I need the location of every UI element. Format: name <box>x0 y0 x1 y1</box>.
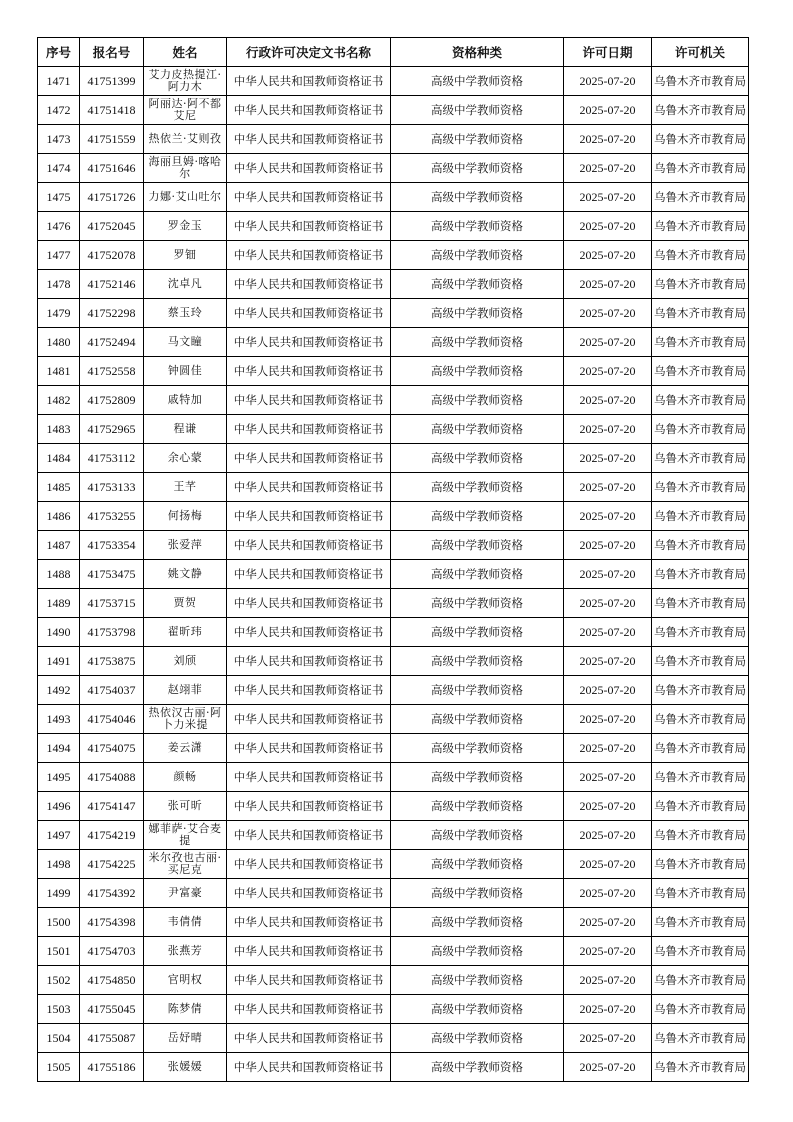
cell-registration-number: 41754392 <box>80 879 144 908</box>
cell-document-name: 中华人民共和国教师资格证书 <box>227 183 391 212</box>
cell-serial-number: 1491 <box>38 647 80 676</box>
cell-registration-number: 41754850 <box>80 966 144 995</box>
cell-document-name: 中华人民共和国教师资格证书 <box>227 589 391 618</box>
cell-serial-number: 1488 <box>38 560 80 589</box>
cell-document-name: 中华人民共和国教师资格证书 <box>227 850 391 879</box>
header-license-date: 许可日期 <box>564 38 652 67</box>
cell-license-authority: 乌鲁木齐市教育局 <box>652 415 749 444</box>
cell-serial-number: 1485 <box>38 473 80 502</box>
cell-name: 余心蒙 <box>144 444 227 473</box>
cell-name: 张燕芳 <box>144 937 227 966</box>
cell-qualification-type: 高级中学教师资格 <box>391 357 564 386</box>
cell-registration-number: 41753798 <box>80 618 144 647</box>
cell-license-date: 2025-07-20 <box>564 444 652 473</box>
cell-name: 姚文静 <box>144 560 227 589</box>
cell-qualification-type: 高级中学教师资格 <box>391 676 564 705</box>
cell-serial-number: 1475 <box>38 183 80 212</box>
table-row <box>38 995 749 1024</box>
cell-qualification-type: 高级中学教师资格 <box>391 705 564 734</box>
cell-serial-number: 1499 <box>38 879 80 908</box>
cell-name: 热依汉古丽·阿卜力米提 <box>144 705 227 734</box>
table-row <box>38 908 749 937</box>
cell-registration-number: 41752146 <box>80 270 144 299</box>
cell-serial-number: 1472 <box>38 96 80 125</box>
cell-serial-number: 1498 <box>38 850 80 879</box>
cell-license-date: 2025-07-20 <box>564 183 652 212</box>
cell-document-name: 中华人民共和国教师资格证书 <box>227 763 391 792</box>
cell-serial-number: 1496 <box>38 792 80 821</box>
cell-license-date: 2025-07-20 <box>564 299 652 328</box>
cell-license-authority: 乌鲁木齐市教育局 <box>652 183 749 212</box>
table-row <box>38 96 749 125</box>
cell-serial-number: 1502 <box>38 966 80 995</box>
cell-registration-number: 41751559 <box>80 125 144 154</box>
table-row <box>38 966 749 995</box>
cell-serial-number: 1504 <box>38 1024 80 1053</box>
cell-registration-number: 41752809 <box>80 386 144 415</box>
table-row <box>38 531 749 560</box>
cell-registration-number: 41754703 <box>80 937 144 966</box>
cell-license-authority: 乌鲁木齐市教育局 <box>652 589 749 618</box>
cell-name: 何扬梅 <box>144 502 227 531</box>
cell-license-authority: 乌鲁木齐市教育局 <box>652 676 749 705</box>
table-row <box>38 270 749 299</box>
cell-document-name: 中华人民共和国教师资格证书 <box>227 67 391 96</box>
cell-license-authority: 乌鲁木齐市教育局 <box>652 705 749 734</box>
cell-registration-number: 41753133 <box>80 473 144 502</box>
cell-qualification-type: 高级中学教师资格 <box>391 67 564 96</box>
cell-serial-number: 1482 <box>38 386 80 415</box>
cell-document-name: 中华人民共和国教师资格证书 <box>227 444 391 473</box>
cell-document-name: 中华人民共和国教师资格证书 <box>227 618 391 647</box>
cell-name: 艾力皮热提江·阿力木 <box>144 67 227 96</box>
cell-registration-number: 41751399 <box>80 67 144 96</box>
table-row <box>38 444 749 473</box>
cell-serial-number: 1495 <box>38 763 80 792</box>
cell-license-date: 2025-07-20 <box>564 966 652 995</box>
cell-qualification-type: 高级中学教师资格 <box>391 328 564 357</box>
cell-name: 程谦 <box>144 415 227 444</box>
cell-serial-number: 1478 <box>38 270 80 299</box>
cell-license-date: 2025-07-20 <box>564 879 652 908</box>
cell-registration-number: 41751418 <box>80 96 144 125</box>
cell-qualification-type: 高级中学教师资格 <box>391 618 564 647</box>
cell-license-date: 2025-07-20 <box>564 357 652 386</box>
cell-qualification-type: 高级中学教师资格 <box>391 473 564 502</box>
header-row <box>38 38 749 67</box>
cell-license-date: 2025-07-20 <box>564 763 652 792</box>
table-row <box>38 357 749 386</box>
cell-license-authority: 乌鲁木齐市教育局 <box>652 734 749 763</box>
table-row <box>38 241 749 270</box>
cell-license-date: 2025-07-20 <box>564 1053 652 1082</box>
cell-license-authority: 乌鲁木齐市教育局 <box>652 386 749 415</box>
cell-document-name: 中华人民共和国教师资格证书 <box>227 473 391 502</box>
cell-license-authority: 乌鲁木齐市教育局 <box>652 850 749 879</box>
cell-license-authority: 乌鲁木齐市教育局 <box>652 502 749 531</box>
cell-document-name: 中华人民共和国教师资格证书 <box>227 357 391 386</box>
cell-license-authority: 乌鲁木齐市教育局 <box>652 937 749 966</box>
cell-registration-number: 41752045 <box>80 212 144 241</box>
cell-registration-number: 41753354 <box>80 531 144 560</box>
cell-registration-number: 41754398 <box>80 908 144 937</box>
cell-document-name: 中华人民共和国教师资格证书 <box>227 154 391 183</box>
cell-serial-number: 1483 <box>38 415 80 444</box>
cell-name: 蔡玉玲 <box>144 299 227 328</box>
table-row <box>38 415 749 444</box>
cell-name: 娜菲萨·艾合麦提 <box>144 821 227 850</box>
table-row <box>38 734 749 763</box>
cell-document-name: 中华人民共和国教师资格证书 <box>227 995 391 1024</box>
cell-license-date: 2025-07-20 <box>564 937 652 966</box>
cell-registration-number: 41751726 <box>80 183 144 212</box>
cell-qualification-type: 高级中学教师资格 <box>391 154 564 183</box>
cell-license-date: 2025-07-20 <box>564 125 652 154</box>
cell-document-name: 中华人民共和国教师资格证书 <box>227 1024 391 1053</box>
cell-serial-number: 1490 <box>38 618 80 647</box>
table-row <box>38 560 749 589</box>
cell-document-name: 中华人民共和国教师资格证书 <box>227 937 391 966</box>
header-qualification-type: 资格种类 <box>391 38 564 67</box>
cell-registration-number: 41753875 <box>80 647 144 676</box>
cell-name: 颜畅 <box>144 763 227 792</box>
cell-serial-number: 1503 <box>38 995 80 1024</box>
cell-license-date: 2025-07-20 <box>564 502 652 531</box>
cell-license-date: 2025-07-20 <box>564 618 652 647</box>
cell-serial-number: 1492 <box>38 676 80 705</box>
cell-qualification-type: 高级中学教师资格 <box>391 270 564 299</box>
cell-qualification-type: 高级中学教师资格 <box>391 908 564 937</box>
cell-serial-number: 1486 <box>38 502 80 531</box>
cell-serial-number: 1473 <box>38 125 80 154</box>
table-row <box>38 879 749 908</box>
table-row <box>38 850 749 879</box>
table-row <box>38 676 749 705</box>
cell-qualification-type: 高级中学教师资格 <box>391 560 564 589</box>
cell-qualification-type: 高级中学教师资格 <box>391 299 564 328</box>
table-row <box>38 502 749 531</box>
cell-license-authority: 乌鲁木齐市教育局 <box>652 212 749 241</box>
cell-registration-number: 41751646 <box>80 154 144 183</box>
cell-license-authority: 乌鲁木齐市教育局 <box>652 763 749 792</box>
table-row <box>38 183 749 212</box>
cell-name: 力娜·艾山吐尔 <box>144 183 227 212</box>
cell-name: 韦倩倩 <box>144 908 227 937</box>
table-row <box>38 212 749 241</box>
cell-qualification-type: 高级中学教师资格 <box>391 792 564 821</box>
cell-name: 岳妤晴 <box>144 1024 227 1053</box>
cell-document-name: 中华人民共和国教师资格证书 <box>227 647 391 676</box>
cell-license-authority: 乌鲁木齐市教育局 <box>652 154 749 183</box>
cell-name: 热依兰·艾则孜 <box>144 125 227 154</box>
table-header <box>38 38 749 67</box>
cell-license-authority: 乌鲁木齐市教育局 <box>652 647 749 676</box>
cell-name: 张爱萍 <box>144 531 227 560</box>
cell-document-name: 中华人民共和国教师资格证书 <box>227 531 391 560</box>
cell-license-date: 2025-07-20 <box>564 531 652 560</box>
cell-license-authority: 乌鲁木齐市教育局 <box>652 560 749 589</box>
cell-document-name: 中华人民共和国教师资格证书 <box>227 705 391 734</box>
cell-name: 官明权 <box>144 966 227 995</box>
table-row <box>38 647 749 676</box>
cell-license-date: 2025-07-20 <box>564 1024 652 1053</box>
cell-license-date: 2025-07-20 <box>564 676 652 705</box>
cell-license-authority: 乌鲁木齐市教育局 <box>652 1053 749 1082</box>
cell-qualification-type: 高级中学教师资格 <box>391 96 564 125</box>
cell-name: 翟昕玮 <box>144 618 227 647</box>
cell-license-date: 2025-07-20 <box>564 908 652 937</box>
cell-license-date: 2025-07-20 <box>564 415 652 444</box>
cell-license-date: 2025-07-20 <box>564 67 652 96</box>
cell-registration-number: 41755045 <box>80 995 144 1024</box>
cell-qualification-type: 高级中学教师资格 <box>391 212 564 241</box>
table-body <box>38 67 749 1082</box>
cell-serial-number: 1497 <box>38 821 80 850</box>
cell-name: 戚特加 <box>144 386 227 415</box>
cell-name: 陈梦倩 <box>144 995 227 1024</box>
cell-document-name: 中华人民共和国教师资格证书 <box>227 1053 391 1082</box>
cell-license-date: 2025-07-20 <box>564 705 652 734</box>
cell-registration-number: 41754075 <box>80 734 144 763</box>
cell-name: 阿丽达·阿不都艾尼 <box>144 96 227 125</box>
cell-document-name: 中华人民共和国教师资格证书 <box>227 96 391 125</box>
cell-qualification-type: 高级中学教师资格 <box>391 444 564 473</box>
cell-serial-number: 1489 <box>38 589 80 618</box>
table-row <box>38 154 749 183</box>
table-row <box>38 473 749 502</box>
license-table <box>37 37 749 1082</box>
table-row <box>38 763 749 792</box>
cell-document-name: 中华人民共和国教师资格证书 <box>227 502 391 531</box>
cell-registration-number: 41754225 <box>80 850 144 879</box>
cell-name: 马文瞳 <box>144 328 227 357</box>
cell-name: 沈卓凡 <box>144 270 227 299</box>
cell-serial-number: 1487 <box>38 531 80 560</box>
cell-registration-number: 41755186 <box>80 1053 144 1082</box>
cell-qualification-type: 高级中学教师资格 <box>391 1053 564 1082</box>
cell-registration-number: 41752298 <box>80 299 144 328</box>
cell-serial-number: 1474 <box>38 154 80 183</box>
cell-registration-number: 41752558 <box>80 357 144 386</box>
cell-name: 米尔孜也古丽·买尼克 <box>144 850 227 879</box>
cell-serial-number: 1471 <box>38 67 80 96</box>
cell-registration-number: 41752078 <box>80 241 144 270</box>
cell-document-name: 中华人民共和国教师资格证书 <box>227 328 391 357</box>
cell-document-name: 中华人民共和国教师资格证书 <box>227 908 391 937</box>
cell-document-name: 中华人民共和国教师资格证书 <box>227 560 391 589</box>
cell-name: 尹富豪 <box>144 879 227 908</box>
cell-license-authority: 乌鲁木齐市教育局 <box>652 618 749 647</box>
cell-license-date: 2025-07-20 <box>564 386 652 415</box>
cell-serial-number: 1500 <box>38 908 80 937</box>
cell-registration-number: 41755087 <box>80 1024 144 1053</box>
cell-qualification-type: 高级中学教师资格 <box>391 589 564 618</box>
cell-license-date: 2025-07-20 <box>564 734 652 763</box>
cell-license-authority: 乌鲁木齐市教育局 <box>652 473 749 502</box>
cell-qualification-type: 高级中学教师资格 <box>391 879 564 908</box>
cell-license-authority: 乌鲁木齐市教育局 <box>652 444 749 473</box>
cell-document-name: 中华人民共和国教师资格证书 <box>227 676 391 705</box>
cell-document-name: 中华人民共和国教师资格证书 <box>227 734 391 763</box>
cell-registration-number: 41754219 <box>80 821 144 850</box>
cell-name: 钟圆佳 <box>144 357 227 386</box>
document-page <box>37 37 749 1082</box>
cell-license-date: 2025-07-20 <box>564 792 652 821</box>
table-row <box>38 589 749 618</box>
cell-document-name: 中华人民共和国教师资格证书 <box>227 212 391 241</box>
cell-registration-number: 41754088 <box>80 763 144 792</box>
cell-qualification-type: 高级中学教师资格 <box>391 1024 564 1053</box>
cell-license-date: 2025-07-20 <box>564 589 652 618</box>
cell-registration-number: 41753255 <box>80 502 144 531</box>
cell-document-name: 中华人民共和国教师资格证书 <box>227 299 391 328</box>
cell-license-date: 2025-07-20 <box>564 473 652 502</box>
table-row <box>38 1053 749 1082</box>
cell-document-name: 中华人民共和国教师资格证书 <box>227 821 391 850</box>
cell-license-authority: 乌鲁木齐市教育局 <box>652 531 749 560</box>
table-row <box>38 386 749 415</box>
cell-document-name: 中华人民共和国教师资格证书 <box>227 879 391 908</box>
cell-qualification-type: 高级中学教师资格 <box>391 937 564 966</box>
cell-license-authority: 乌鲁木齐市教育局 <box>652 328 749 357</box>
cell-serial-number: 1479 <box>38 299 80 328</box>
cell-license-date: 2025-07-20 <box>564 241 652 270</box>
header-registration-number: 报名号 <box>80 38 144 67</box>
cell-license-authority: 乌鲁木齐市教育局 <box>652 1024 749 1053</box>
cell-serial-number: 1494 <box>38 734 80 763</box>
cell-license-date: 2025-07-20 <box>564 995 652 1024</box>
cell-license-date: 2025-07-20 <box>564 154 652 183</box>
cell-qualification-type: 高级中学教师资格 <box>391 995 564 1024</box>
table-row <box>38 792 749 821</box>
cell-qualification-type: 高级中学教师资格 <box>391 850 564 879</box>
cell-qualification-type: 高级中学教师资格 <box>391 734 564 763</box>
cell-license-date: 2025-07-20 <box>564 647 652 676</box>
cell-qualification-type: 高级中学教师资格 <box>391 647 564 676</box>
cell-name: 王芊 <box>144 473 227 502</box>
cell-name: 张可昕 <box>144 792 227 821</box>
cell-serial-number: 1477 <box>38 241 80 270</box>
cell-name: 贾贺 <box>144 589 227 618</box>
cell-license-date: 2025-07-20 <box>564 270 652 299</box>
cell-serial-number: 1476 <box>38 212 80 241</box>
cell-registration-number: 41753112 <box>80 444 144 473</box>
cell-document-name: 中华人民共和国教师资格证书 <box>227 415 391 444</box>
cell-qualification-type: 高级中学教师资格 <box>391 125 564 154</box>
header-serial-number: 序号 <box>38 38 80 67</box>
cell-registration-number: 41754046 <box>80 705 144 734</box>
cell-serial-number: 1505 <box>38 1053 80 1082</box>
cell-license-authority: 乌鲁木齐市教育局 <box>652 908 749 937</box>
table-row <box>38 125 749 154</box>
cell-license-authority: 乌鲁木齐市教育局 <box>652 995 749 1024</box>
cell-registration-number: 41752965 <box>80 415 144 444</box>
cell-license-date: 2025-07-20 <box>564 212 652 241</box>
cell-registration-number: 41753715 <box>80 589 144 618</box>
cell-license-authority: 乌鲁木齐市教育局 <box>652 299 749 328</box>
cell-name: 赵翊菲 <box>144 676 227 705</box>
cell-license-authority: 乌鲁木齐市教育局 <box>652 241 749 270</box>
cell-registration-number: 41754147 <box>80 792 144 821</box>
cell-license-authority: 乌鲁木齐市教育局 <box>652 821 749 850</box>
cell-qualification-type: 高级中学教师资格 <box>391 531 564 560</box>
cell-license-authority: 乌鲁木齐市教育局 <box>652 96 749 125</box>
cell-license-date: 2025-07-20 <box>564 560 652 589</box>
cell-qualification-type: 高级中学教师资格 <box>391 502 564 531</box>
cell-serial-number: 1493 <box>38 705 80 734</box>
cell-serial-number: 1481 <box>38 357 80 386</box>
cell-license-date: 2025-07-20 <box>564 328 652 357</box>
cell-license-authority: 乌鲁木齐市教育局 <box>652 966 749 995</box>
cell-document-name: 中华人民共和国教师资格证书 <box>227 386 391 415</box>
cell-qualification-type: 高级中学教师资格 <box>391 763 564 792</box>
cell-name: 刘颀 <box>144 647 227 676</box>
table-row <box>38 705 749 734</box>
table-row <box>38 299 749 328</box>
cell-license-date: 2025-07-20 <box>564 96 652 125</box>
cell-document-name: 中华人民共和国教师资格证书 <box>227 125 391 154</box>
cell-serial-number: 1484 <box>38 444 80 473</box>
cell-qualification-type: 高级中学教师资格 <box>391 966 564 995</box>
cell-name: 罗金玉 <box>144 212 227 241</box>
cell-document-name: 中华人民共和国教师资格证书 <box>227 966 391 995</box>
cell-license-date: 2025-07-20 <box>564 821 652 850</box>
cell-license-authority: 乌鲁木齐市教育局 <box>652 270 749 299</box>
table-row <box>38 618 749 647</box>
cell-license-authority: 乌鲁木齐市教育局 <box>652 792 749 821</box>
cell-qualification-type: 高级中学教师资格 <box>391 241 564 270</box>
table-row <box>38 937 749 966</box>
table-row <box>38 821 749 850</box>
header-license-authority: 许可机关 <box>652 38 749 67</box>
cell-name: 海丽旦姆·喀哈尔 <box>144 154 227 183</box>
header-document-name: 行政许可决定文书名称 <box>227 38 391 67</box>
cell-document-name: 中华人民共和国教师资格证书 <box>227 792 391 821</box>
cell-license-authority: 乌鲁木齐市教育局 <box>652 67 749 96</box>
cell-registration-number: 41753475 <box>80 560 144 589</box>
cell-qualification-type: 高级中学教师资格 <box>391 415 564 444</box>
cell-name: 张媛媛 <box>144 1053 227 1082</box>
cell-name: 罗钿 <box>144 241 227 270</box>
cell-document-name: 中华人民共和国教师资格证书 <box>227 241 391 270</box>
cell-qualification-type: 高级中学教师资格 <box>391 821 564 850</box>
cell-serial-number: 1480 <box>38 328 80 357</box>
cell-license-authority: 乌鲁木齐市教育局 <box>652 879 749 908</box>
cell-name: 姜云潇 <box>144 734 227 763</box>
cell-license-authority: 乌鲁木齐市教育局 <box>652 125 749 154</box>
cell-license-date: 2025-07-20 <box>564 850 652 879</box>
table-row <box>38 328 749 357</box>
table-row <box>38 1024 749 1053</box>
cell-qualification-type: 高级中学教师资格 <box>391 183 564 212</box>
table-row <box>38 67 749 96</box>
cell-serial-number: 1501 <box>38 937 80 966</box>
cell-license-authority: 乌鲁木齐市教育局 <box>652 357 749 386</box>
cell-registration-number: 41752494 <box>80 328 144 357</box>
header-name: 姓名 <box>144 38 227 67</box>
cell-qualification-type: 高级中学教师资格 <box>391 386 564 415</box>
cell-registration-number: 41754037 <box>80 676 144 705</box>
cell-document-name: 中华人民共和国教师资格证书 <box>227 270 391 299</box>
